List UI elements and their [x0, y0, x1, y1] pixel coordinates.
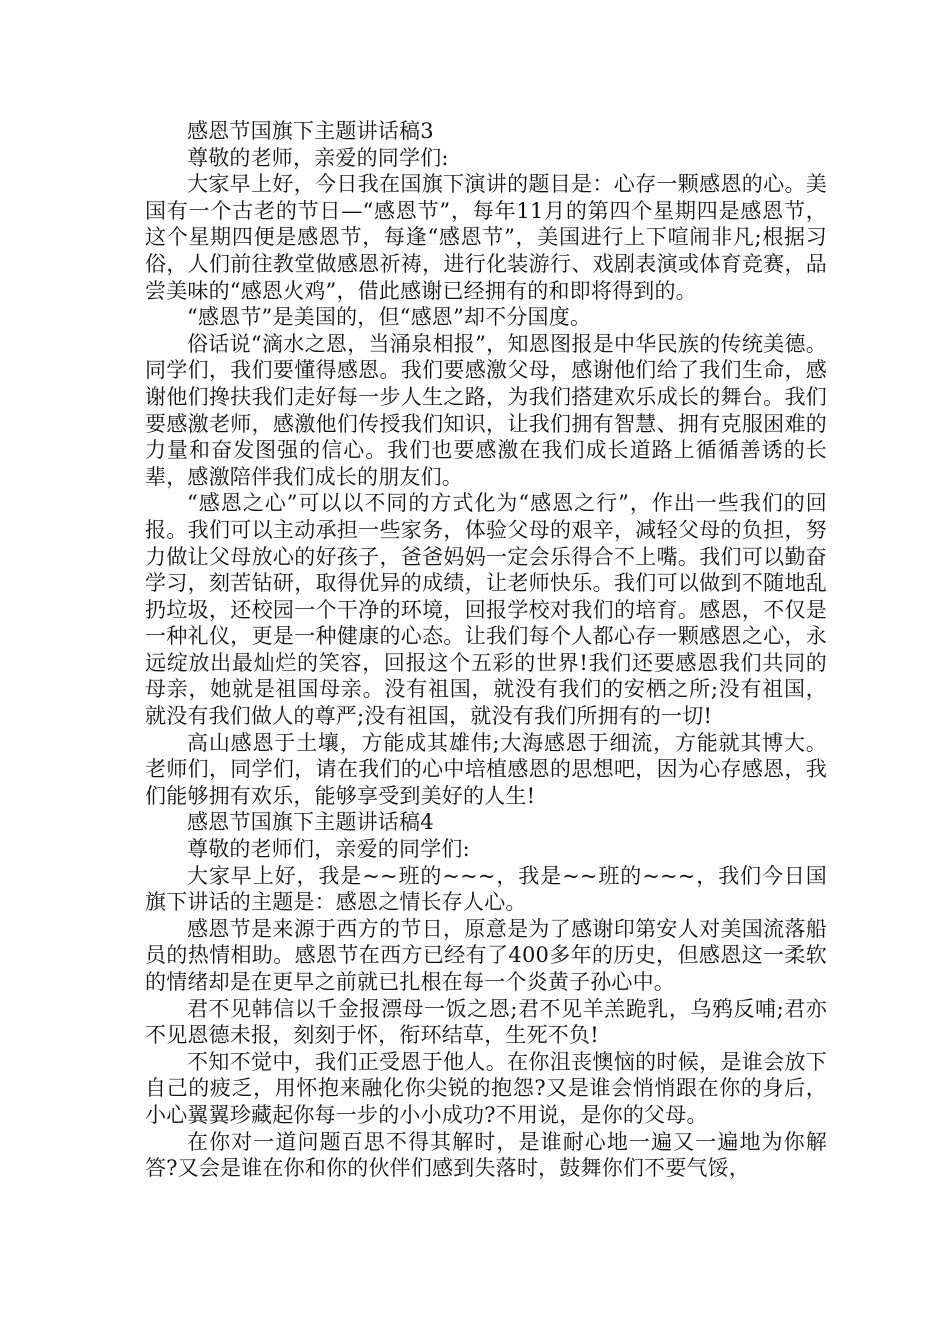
section-title: 感恩节国旗下主题讲话稿3	[187, 119, 434, 143]
body-paragraph: 君不见韩信以千金报漂母一饭之恩;君不见羊羔跪乳，乌鸦反哺;君亦不见恩德未报，刻刻于怀，衔环结草，生死不负!	[145, 996, 827, 1048]
body-paragraph: 在你对一道问题百思不得其解时，是谁耐心地一遍又一遍地为你解答?又会是谁在你和你的伙伴们感到失落时，鼓舞你们不要气馁，	[145, 1129, 827, 1181]
document-page	[145, 118, 827, 1182]
body-paragraph: 大家早上好，今日我在国旗下演讲的题目是：心存一颗感恩的心。美国有一个古老的节日—“感恩节”，每年11月的第四个星期四是感恩节，这个星期四便是感恩节，每逢“感恩节”，美国进行上下喧闹非凡;根据习俗，人们前往教堂做感恩祈祷，进行化装游行、戏剧表演或体育竞赛，品尝美味的“感恩火鸡”，借此感谢已经拥有的和即将得到的。	[145, 172, 827, 303]
body-paragraph: 感恩节是来源于西方的节日，原意是为了感谢印第安人对美国流落船员的热情相助。感恩节在西方已经有了400多年的历史，但感恩这一柔软的情绪却是在更早之前就已扎根在每一个炎黄子孙心中。	[145, 916, 827, 994]
body-paragraph: “感恩节”是美国的，但“感恩”却不分国度。	[187, 305, 592, 330]
salutation: 尊敬的老师们，亲爱的同学们:	[187, 837, 470, 862]
body-paragraph: 大家早上好，我是~~班的~~~，我是~~班的~~~，我们今日国旗下讲话的主题是：感恩之情长存人心。	[145, 863, 827, 915]
body-paragraph: 俗话说“滴水之恩，当涌泉相报”，知恩图报是中华民族的传统美德。同学们，我们要懂得感恩。我们要感激父母，感谢他们给了我们生命，感谢他们搀扶我们走好每一步人生之路，为我们搭建欢乐成长的舞台。我们要感激老师，感激他们传授我们知识，让我们拥有智慧、拥有克服困难的力量和奋发图强的信心。我们也要感激在我们成长道路上循循善诱的长辈，感激陪伴我们成长的朋友们。	[145, 331, 827, 489]
section-title: 感恩节国旗下主题讲话稿4	[187, 810, 434, 835]
salutation: 尊敬的老师，亲爱的同学们:	[187, 145, 449, 170]
body-paragraph: “感恩之心”可以以不同的方式化为“感恩之行”，作出一些我们的回报。我们可以主动承担一些家务，体验父母的艰辛，减轻父母的负担，努力做让父母放心的好孩子，爸爸妈妈一定会乐得合不上嘴。我们可以勤奋学习，刻苦钻研，取得优异的成绩，让老师快乐。我们可以做到不随地乱扔垃圾，还校园一个干净的环境，回报学校对我们的培育。感恩，不仅是一种礼仪，更是一种健康的心态。让我们每个人都心存一颗感恩之心，永远绽放出最灿烂的笑容，回报这个五彩的世界!我们还要感恩我们共同的母亲，她就是祖国母亲。没有祖国，就没有我们的安栖之所;没有祖国，就没有我们做人的尊严;没有祖国，就没有我们所拥有的一切!	[145, 491, 827, 729]
body-paragraph: 高山感恩于土壤，方能成其雄伟;大海感恩于细流，方能就其博大。老师们，同学们，请在我们的心中培植感恩的思想吧，因为心存感恩，我们能够拥有欢乐，能够享受到美好的人生!	[145, 730, 827, 808]
body-paragraph: 不知不觉中，我们正受恩于他人。在你沮丧懊恼的时候，是谁会放下自己的疲乏，用怀抱来融化你尖锐的抱怨?又是谁会悄悄跟在你的身后，小心翼翼珍藏起你每一步的小小成功?不用说，是你的父母。	[145, 1049, 827, 1127]
